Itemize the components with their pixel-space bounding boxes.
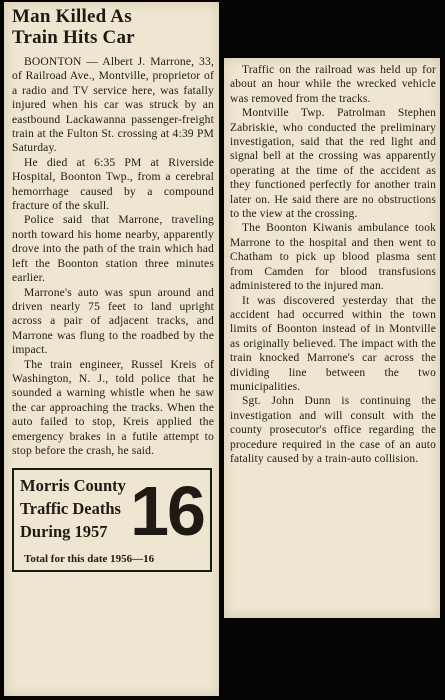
traffic-box-line-1: Morris County	[20, 476, 126, 496]
paragraph: The Boonton Kiwanis ambulance took Marrone to the hospital and then went to Chatham to pick up blood plasma sent from Camden for blood transfusions administered to the injured man.	[230, 222, 436, 293]
left-column-clipping	[4, 2, 219, 696]
traffic-deaths-box	[12, 468, 212, 572]
right-column-clipping	[224, 58, 440, 618]
traffic-deaths-label	[20, 474, 126, 543]
traffic-box-line-2: Traffic Deaths	[20, 499, 121, 519]
headline-line-1: Man Killed As	[12, 6, 132, 27]
traffic-box-line-3: During 1957	[20, 522, 108, 542]
paragraph: It was discovered yesterday that the accident had occurred within the town limits of Boonton instead of in Montville as originally believed. The impact with the train knocked Marrone's car across the dividing line between the two municipalities.	[230, 294, 436, 393]
paragraph: Sgt. John Dunn is continuing the investigation and will consult with the county prosecutor's office regarding the procedure required in the case of an auto fatality caused by a train-auto collision.	[230, 395, 436, 465]
headline	[12, 6, 214, 48]
paragraph: Marrone's auto was spun around and driven nearly 75 feet to land upright across a pair of adjacent tracks, and Marrone was flung to the roadbed by the impact.	[12, 285, 214, 357]
traffic-deaths-total: Total for this date 1956—16	[24, 553, 155, 566]
paragraph: Police said that Marrone, traveling north toward his home nearby, apparently drove into the path of the train which had left the Boonton station three minutes earlier.	[12, 213, 214, 285]
paragraph: Traffic on the railroad was held up for about an hour while the wrecked vehicle was removed from the tracks.	[230, 64, 436, 105]
paragraph: BOONTON — Albert J. Marrone, 33, of Railroad Ave., Montville, proprietor of a radio and TV service here, was fatally injured when his car was struck by an eastbound Lackawanna passenger-freight train at the Fulton St. crossing at 4:39 PM Saturday.	[12, 55, 214, 155]
paragraph: Montville Twp. Patrolman Stephen Zabriskie, who conducted the preliminary investigation, said that the red light and signal bell at the crossing was apparently operating at the time of the accident as they functioned perfectly for another train later on. He said there are no obstructions to the view at the crossing.	[230, 107, 436, 221]
paragraph: The train engineer, Russel Kreis of Washington, N. J., told police that he sounded a warning whistle when he saw the car approaching the tracks. When the auto failed to stop, Kreis applied the emergency brakes in a futile attempt to stop before the crash, he said.	[12, 357, 214, 457]
traffic-deaths-count: 16	[130, 472, 204, 551]
paragraph: He died at 6:35 PM at Riverside Hospital, Boonton Twp., from a cerebral hemorrhage caused by a compound fracture of the skull.	[12, 155, 214, 213]
headline-line-2: Train Hits Car	[12, 27, 135, 48]
